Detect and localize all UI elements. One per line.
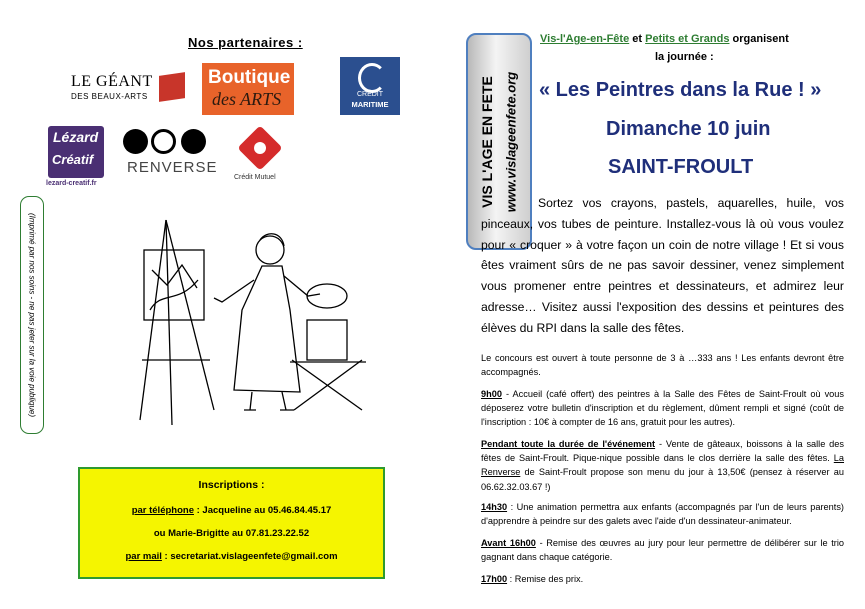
organizers-line-2: la journée :: [655, 51, 714, 63]
lezard-logo: [46, 126, 106, 190]
contest-paragraph: Le concours est ouvert à toute personne de 3 à …333 ans ! Les enfants devront être accompagnés.: [481, 353, 844, 378]
credit-maritime-line1: CRÉDIT: [356, 91, 384, 98]
banner-line1: VIS L'AGE EN FETE: [479, 75, 495, 208]
circle-icon: [181, 129, 206, 154]
credit-mutuel-text: Crédit Mutuel: [234, 174, 276, 181]
inscriptions-box: [78, 467, 385, 579]
organizer-1: Vis-l'Age-en-Fête: [540, 33, 630, 45]
boutique-logo-line1: Boutique: [208, 67, 291, 88]
circle-icon: [151, 129, 176, 154]
schedule-text-4: - Remise des œuvres au jury pour leur permettre de délibérer sur le trio gagnant dans chaque catégorie.: [481, 538, 844, 563]
boutique-logo-line2: des ARTS: [212, 89, 282, 109]
event-date: Dimanche 10 juin: [606, 118, 771, 140]
phone-line: [80, 505, 383, 516]
schedule-text-2b: de Saint-Froult propose son menu du jour à 13,50€ (pensez à réserver au 06.62.32.03.67 !): [481, 467, 844, 492]
schedule-item-1: [481, 387, 844, 430]
organizers-line: [540, 33, 789, 45]
mail-line: [80, 551, 383, 562]
boutique-logo: [202, 63, 294, 115]
side-note-text: (Imprimé par nos soins - ne pas jeter sur la voie publique): [27, 212, 37, 418]
mail-label: par mail: [125, 551, 162, 562]
side-note: [20, 196, 44, 434]
schedule-text-1: - Accueil (café offert) des peintres à la Salle des Fêtes de Saint-Froult où vous déposerez votre bulletin d'inscription et du règlement, dûment rempli et signé (coût de l'inscription : 10€ à compter de 16 ans, gratuit pour les autres).: [481, 389, 844, 428]
renverse-link: La Renverse: [481, 453, 845, 478]
renverse-logo: [121, 125, 218, 183]
phone-text: : Jacqueline au 05.46.84.45.17: [193, 505, 332, 516]
schedule-text-2: - Vente de gâteaux, boissons à la salle des fêtes de Saint-Froult. Pique-nique possible dans le clos derrière la salle des fêtes.: [481, 439, 844, 464]
painter-illustration: [122, 210, 370, 430]
phone-label: par téléphone: [131, 505, 194, 516]
lezard-url: lezard-creatif.fr: [46, 180, 97, 187]
schedule-item-5: [481, 572, 844, 586]
organizer-and: et: [632, 33, 643, 45]
mail-text: : secretariat.vislageenfete@gmail.com: [161, 551, 338, 562]
credit-mutuel-logo: [232, 130, 292, 186]
organizer-2: Petits et Grands: [645, 33, 730, 45]
schedule-item-2: [481, 437, 844, 494]
event-place: SAINT-FROULT: [608, 156, 754, 178]
schedule-time-1: 9h00: [481, 389, 502, 399]
organizer-verb: organisent: [732, 33, 789, 45]
geant-logo: [71, 72, 189, 104]
geant-logo-line1: LE GÉANT: [71, 73, 153, 90]
schedule-time-5: 17h00: [481, 574, 508, 584]
schedule-time-2: Pendant toute la durée de l'événement: [481, 439, 656, 449]
phone-line-2: ou Marie-Brigitte au 07.81.23.22.52: [153, 528, 310, 539]
wave-icon: [358, 63, 386, 93]
schedule-text-3: : Une animation permettra aux enfants (accompagnés par l'un de leurs parents) d'apprendre à peindre sur des galets avec l'aide d'un dessinateur-animateur.: [481, 502, 844, 527]
event-title: « Les Peintres dans la Rue ! »: [539, 79, 822, 101]
schedule-time-4: Avant 16h00: [481, 538, 536, 548]
schedule-text-5: : Remise des prix.: [507, 574, 584, 584]
lezard-line1: Lézard: [53, 129, 99, 145]
intro-paragraph: Sortez vos crayons, pastels, aquarelles, huile, vos pinceaux, vos tubes de peinture. Installez-vous là où vous voulez pour « croquer » à votre façon un coin de notre village ! Et si vous êtes vraiment sûrs de ne pas savoir dessiner, venez simplement vous promener entre peintres et dessinateurs, et admirez leur adresse… Visitez aussi l'exposition des dessins et peintures des élèves du RPI dans la salle des fêtes.: [481, 196, 844, 335]
inscriptions-title: Inscriptions :: [198, 479, 265, 491]
credit-maritime-line2: MARITIME: [351, 100, 389, 109]
partners-title: Nos partenaires :: [188, 35, 303, 50]
lezard-line2: Créatif: [52, 152, 94, 167]
schedule-item-4: [481, 536, 844, 564]
banner-website: www.vislageenfete.org: [503, 71, 519, 212]
renverse-text: RENVERSE: [127, 159, 218, 176]
geant-cube-icon: [159, 72, 185, 102]
geant-logo-line2: DES BEAUX-ARTS: [71, 92, 148, 101]
schedule-item-3: [481, 500, 844, 528]
schedule-time-3: 14h30: [481, 502, 508, 512]
circle-icon: [123, 129, 148, 154]
credit-maritime-logo: [340, 57, 400, 115]
